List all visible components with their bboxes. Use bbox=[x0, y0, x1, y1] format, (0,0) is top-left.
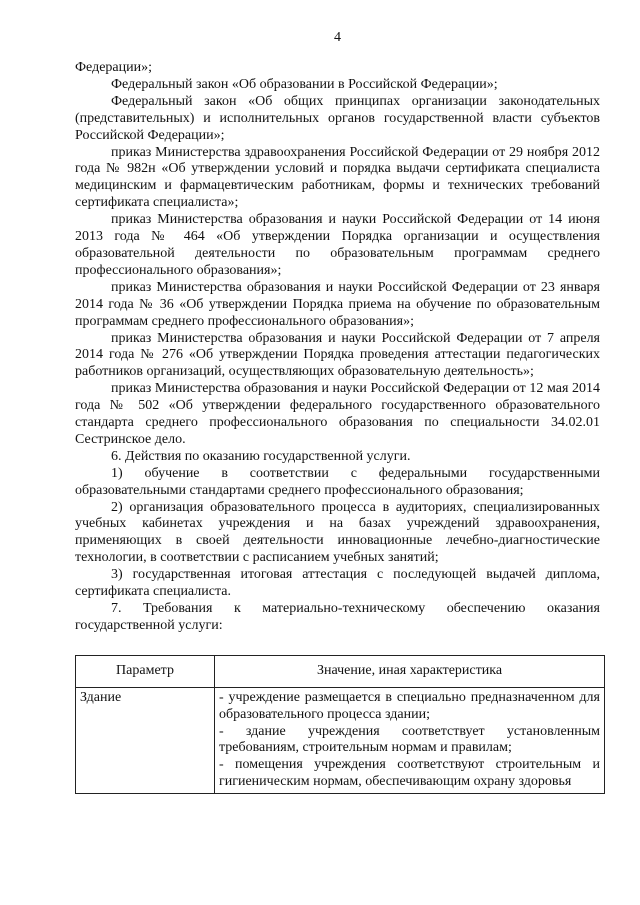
paragraph: приказ Министерства образования и науки Российской Федерации от 23 января 2014 года № 36 «Об утверждении Порядка приема на обучение по образовательным программам среднего профессионального образования»; bbox=[75, 279, 600, 329]
paragraph: Федерации»; bbox=[75, 60, 153, 75]
paragraph: 7. Требования к материально-техническому обеспечению оказания государственной услуги: bbox=[75, 601, 600, 633]
requirements-table bbox=[75, 655, 605, 794]
paragraph: приказ Министерства здравоохранения Российской Федерации от 29 ноября 2012 года № 982н «Об утверждении условий и порядка выдачи сертификата специалиста медицинским и фармацевтическим работникам, формы и технических требований сертификата специалиста»; bbox=[75, 144, 600, 211]
paragraph: приказ Министерства образования и науки Российской Федерации от 14 июня 2013 года № 464 «Об утверждении Порядка организации и осуществления образовательной деятельности по образовательным программам среднего профессионального образования»; bbox=[75, 212, 600, 278]
table-cell-value bbox=[215, 687, 605, 793]
paragraph: приказ Министерства образования и науки Российской Федерации от 12 мая 2014 года № 502 «Об утверждении федерального государственного образовательного стандарта среднего профессионального образования по специальности 34.02.01 Сестринское дело. bbox=[75, 381, 600, 447]
value-line: - помещения учреждения соответствуют строительным и гигиеническим нормам, обеспечивающим охрану здоровья bbox=[219, 757, 600, 790]
paragraph: Федеральный закон «Об образовании в Российской Федерации»; bbox=[111, 76, 498, 92]
paragraph: приказ Министерства образования и науки Российской Федерации от 7 апреля 2014 года № 276 «Об утверждении Порядка проведения аттестации педагогических работников организаций, осуществляющих образовательную деятельность»; bbox=[75, 330, 600, 380]
table-header-row bbox=[76, 655, 605, 687]
paragraph: 1) обучение в соответствии с федеральными государственными образовательными стандартами среднего профессионального образования; bbox=[75, 465, 600, 498]
page-number: 4 bbox=[334, 30, 341, 45]
table-cell-parameter: Здание bbox=[76, 687, 215, 793]
paragraph: 3) государственная итоговая аттестация с последующей выдачей диплома, сертификата специалиста. bbox=[75, 567, 600, 600]
paragraph: Федеральный закон «Об общих принципах организации законодательных (представительных) и исполнительных органов государственной власти субъектов Российской Федерации»; bbox=[75, 93, 600, 143]
header-parameter: Параметр bbox=[76, 655, 215, 687]
paragraph: 2) организация образовательного процесса в аудиториях, специализированных учебных кабинетах учреждения и на базах учреждений здравоохранения, применяющих в своей деятельности инновационные лечебно-диагностические технологии, в соответствии с расписанием учебных занятий; bbox=[75, 499, 600, 566]
header-value: Значение, иная характеристика bbox=[215, 655, 605, 687]
value-line: - здание учреждения соответствует установленным требованиям, строительным нормам и правилам; bbox=[219, 723, 600, 756]
paragraph: 6. Действия по оказанию государственной услуги. bbox=[111, 448, 411, 464]
value-line: - учреждение размещается в специально предназначенном для образовательного процесса здании; bbox=[219, 689, 600, 722]
table-row bbox=[76, 687, 605, 793]
document-body bbox=[75, 60, 600, 635]
